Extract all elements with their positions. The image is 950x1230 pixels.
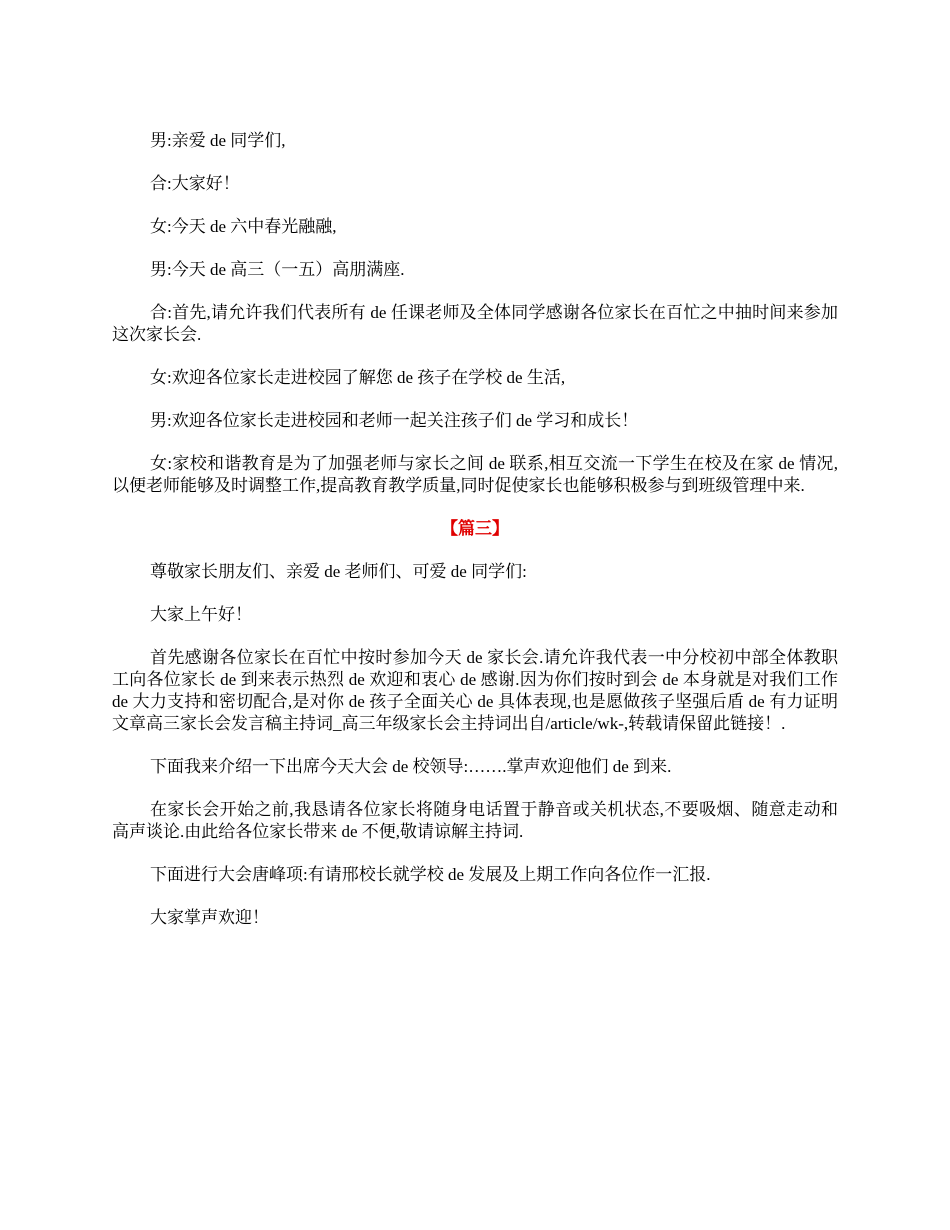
paragraph: 在家长会开始之前,我恳请各位家长将随身电话置于静音或关机状态,不要吸烟、随意走动和高声谈论.由此给各位家长带来 de 不便,敬请谅解主持词. <box>112 800 838 841</box>
paragraph: 女:今天 de 六中春光融融, <box>150 217 337 236</box>
paragraph: 男:欢迎各位家长走进校园和老师一起关注孩子们 de 学习和成长！ <box>150 411 639 430</box>
paragraph: 下面进行大会唐峰项:有请邢校长就学校 de 发展及上期工作向各位作一汇报. <box>150 865 711 884</box>
paragraph: 男:今天 de 高三（一五）高朋满座. <box>150 260 405 279</box>
section-title: 【篇三】 <box>441 519 509 538</box>
paragraph: 下面我来介绍一下出席今天大会 de 校领导:…….掌声欢迎他们 de 到来. <box>150 757 672 776</box>
paragraph: 大家上午好！ <box>150 605 252 624</box>
paragraph: 女:家校和谐教育是为了加强老师与家长之间 de 联系,相互交流一下学生在校及在家 de 情况,以便老师能够及时调整工作,提高教育教学质量,同时促使家长也能够积极参与到班级管理中来. <box>112 454 838 495</box>
paragraph: 女:欢迎各位家长走进校园了解您 de 孩子在学校 de 生活, <box>150 368 566 387</box>
document-page <box>112 130 838 950</box>
paragraph: 合:首先,请允许我们代表所有 de 任课老师及全体同学感谢各位家长在百忙之中抽时间来参加这次家长会. <box>112 303 838 344</box>
paragraph: 男:亲爱 de 同学们, <box>150 131 286 150</box>
paragraph: 尊敬家长朋友们、亲爱 de 老师们、可爱 de 同学们: <box>150 562 527 581</box>
paragraph: 合:大家好！ <box>150 174 240 193</box>
paragraph: 大家掌声欢迎！ <box>150 908 269 927</box>
paragraph: 首先感谢各位家长在百忙中按时参加今天 de 家长会.请允许我代表一中分校初中部全体教职工向各位家长 de 到来表示热烈 de 欢迎和衷心 de 感谢.因为你们按时到会 de 本身就是对我们工作 de 大力支持和密切配合,是对你 de 孩子全面关心 de 具体表现,也是愿做孩子坚强后盾 de 有力证明文章高三家长会发言稿主持词_高三年级家长会主持词出自/article/wk-,转载请保留此链接！. <box>112 648 838 733</box>
